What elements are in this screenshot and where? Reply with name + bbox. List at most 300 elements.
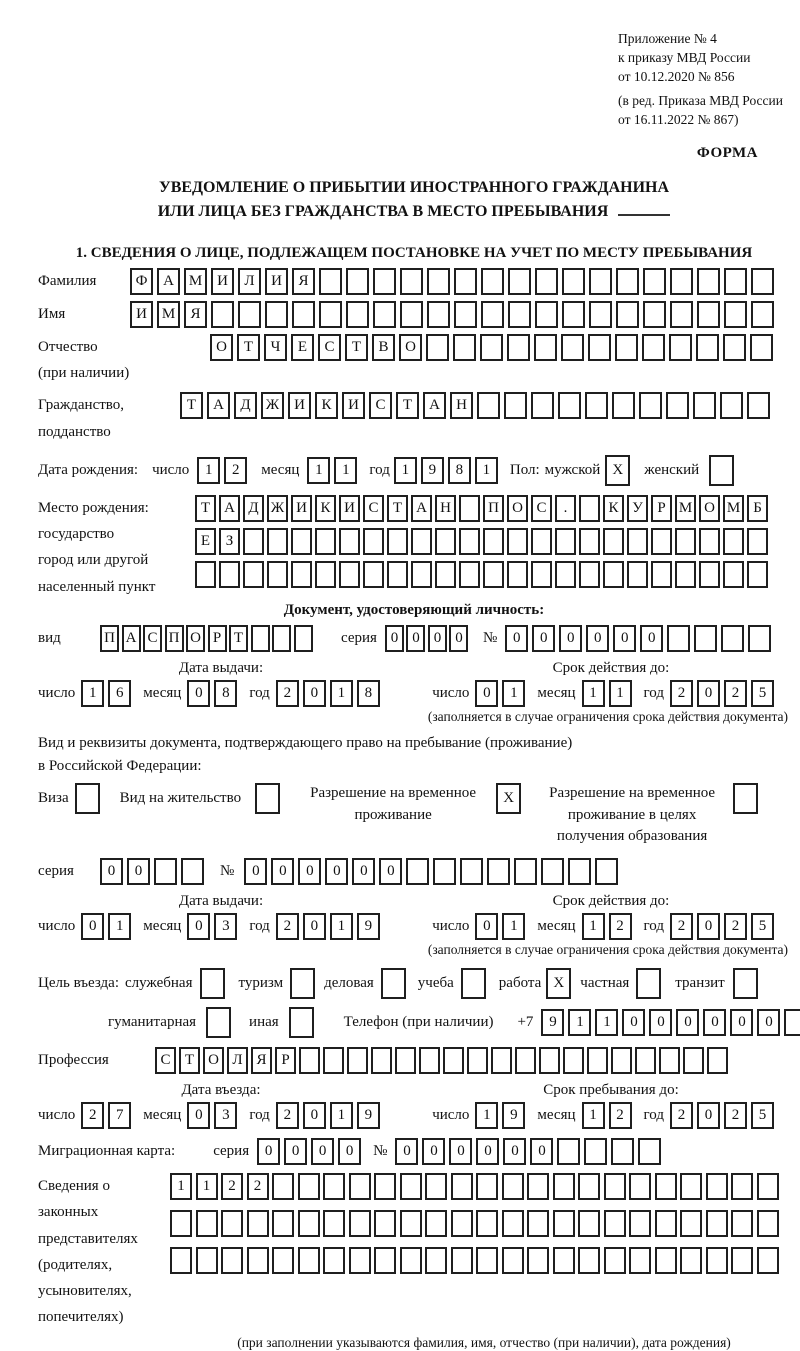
form-cell: 9 xyxy=(357,1102,380,1129)
form-cell xyxy=(680,1210,702,1237)
form-cell xyxy=(697,268,720,295)
patronymic-label-2: (при наличии) xyxy=(38,365,130,382)
entry-year-label: год xyxy=(249,1107,270,1124)
form-cell xyxy=(323,1173,345,1200)
permit-issue-year-cells xyxy=(276,913,384,940)
form-cell: Е xyxy=(291,334,314,361)
form-cell: Т xyxy=(179,1047,200,1074)
form-cell xyxy=(265,301,288,328)
migration-card-row xyxy=(38,1138,790,1165)
temp-residence-edu-label-3: получения образования xyxy=(556,828,708,845)
form-cell: 1 xyxy=(108,913,131,940)
form-cell xyxy=(491,1047,512,1074)
form-cell xyxy=(373,268,396,295)
form-cell xyxy=(659,1047,680,1074)
form-cell: 1 xyxy=(502,913,525,940)
form-cell: X xyxy=(496,783,521,814)
form-cell xyxy=(323,1047,344,1074)
form-cell: 0 xyxy=(757,1009,780,1036)
form-cell: 7 xyxy=(108,1102,131,1129)
form-cell: 0 xyxy=(187,680,210,707)
form-cell: П xyxy=(100,625,119,652)
form-cell xyxy=(750,334,773,361)
form-cell xyxy=(724,301,747,328)
doc-issue-year-label: год xyxy=(249,684,270,701)
form-cell: 1 xyxy=(582,680,605,707)
form-cell: Я xyxy=(184,301,207,328)
entry-dates-header xyxy=(38,1082,790,1099)
form-cell xyxy=(374,1173,396,1200)
permit-exp-year-label: год xyxy=(643,918,664,935)
form-cell: С xyxy=(369,392,392,419)
identity-doc-heading: Документ, удостоверяющий личность: xyxy=(283,601,545,618)
form-cell xyxy=(751,268,774,295)
form-cell xyxy=(731,1173,753,1200)
form-cell: 0 xyxy=(697,1102,720,1129)
form-cell xyxy=(443,1047,464,1074)
birth-date-label: Дата рождения: xyxy=(38,461,139,478)
form-cell xyxy=(723,334,746,361)
form-cell: О xyxy=(699,495,720,522)
form-cell xyxy=(433,858,456,885)
form-cell xyxy=(272,1247,294,1274)
form-cell xyxy=(319,301,342,328)
form-cell: 0 xyxy=(271,858,294,885)
ref-line-3: от 10.12.2020 № 856 xyxy=(618,68,735,84)
form-cell: А xyxy=(219,495,240,522)
form-cell: 0 xyxy=(503,1138,526,1165)
form-cell: 0 xyxy=(559,625,582,652)
form-cell xyxy=(411,561,432,588)
form-cell xyxy=(292,301,315,328)
form-cell xyxy=(272,1210,294,1237)
form-cell xyxy=(460,858,483,885)
phone-cells xyxy=(541,1009,800,1036)
form-cell: 0 xyxy=(385,625,404,652)
form-cell: 9 xyxy=(541,1009,564,1036)
form-cell: 1 xyxy=(475,1102,498,1129)
citizenship-label-2: подданство xyxy=(38,423,111,440)
birth-place-cells-1 xyxy=(195,495,771,522)
permit-dates-row xyxy=(38,913,790,940)
doc-valid-note: (заполняется в случае ограничения срока действия документа) xyxy=(427,708,788,724)
form-cell xyxy=(615,334,638,361)
form-cell: 2 xyxy=(221,1173,243,1200)
form-cell: 0 xyxy=(475,680,498,707)
form-cell xyxy=(290,968,315,999)
form-cell xyxy=(419,1047,440,1074)
form-cell xyxy=(315,528,336,555)
form-cell xyxy=(555,528,576,555)
form-cell: Б xyxy=(747,495,768,522)
birth-place-row xyxy=(38,495,790,600)
form-cell xyxy=(515,1047,536,1074)
form-cell: 0 xyxy=(613,625,636,652)
form-cell xyxy=(699,561,720,588)
form-cell: . xyxy=(555,495,576,522)
form-cell: 0 xyxy=(127,858,150,885)
form-cell: 0 xyxy=(187,1102,210,1129)
permit-issue-day-cells xyxy=(81,913,135,940)
form-cell xyxy=(451,1173,473,1200)
form-cell xyxy=(757,1247,779,1274)
purpose-other-label: иная xyxy=(249,1014,279,1031)
form-cell: 2 xyxy=(247,1173,269,1200)
form-cell xyxy=(680,1247,702,1274)
birth-place-label-4: населенный пункт xyxy=(38,578,156,595)
birth-month-cells xyxy=(307,457,361,484)
form-cell: 9 xyxy=(357,913,380,940)
form-cell xyxy=(562,301,585,328)
form-cell: 8 xyxy=(214,680,237,707)
doc-exp-date-group xyxy=(432,680,790,707)
form-cell: 0 xyxy=(697,680,720,707)
form-cell: Р xyxy=(275,1047,296,1074)
form-cell: 5 xyxy=(751,680,774,707)
permit-number-cells xyxy=(244,858,622,885)
form-cell: О xyxy=(186,625,205,652)
birth-year-cells xyxy=(394,457,502,484)
form-cell xyxy=(481,301,504,328)
form-cell xyxy=(346,301,369,328)
form-cell: 2 xyxy=(276,913,299,940)
form-cell: Л xyxy=(227,1047,248,1074)
visa-checkbox xyxy=(75,783,104,814)
temp-residence-checkbox xyxy=(496,783,525,814)
form-cell xyxy=(747,528,768,555)
representatives-row xyxy=(38,1173,790,1331)
form-cell xyxy=(451,1247,473,1274)
form-cell xyxy=(502,1210,524,1237)
form-cell: 0 xyxy=(303,1102,326,1129)
form-cell: О xyxy=(399,334,422,361)
form-cell: А xyxy=(157,268,180,295)
form-cell xyxy=(200,968,225,999)
form-cell xyxy=(395,1047,416,1074)
entry-dates-row xyxy=(38,1102,790,1129)
purpose-humanitarian-label: гуманитарная xyxy=(108,1014,197,1031)
form-cell xyxy=(219,561,240,588)
form-cell xyxy=(655,1247,677,1274)
doc-number-label: № xyxy=(482,629,498,646)
form-cell xyxy=(502,1173,524,1200)
form-cell xyxy=(723,561,744,588)
form-cell: Я xyxy=(251,1047,272,1074)
form-cell xyxy=(459,528,480,555)
form-cell: 0 xyxy=(697,913,720,940)
form-cell xyxy=(299,1047,320,1074)
form-cell: 1 xyxy=(595,1009,618,1036)
permit-exp-year-cells xyxy=(670,913,778,940)
doc-series-label: серия xyxy=(341,629,377,646)
form-cell: 0 xyxy=(640,625,663,652)
form-cell xyxy=(707,1047,728,1074)
profession-label: Профессия xyxy=(38,1052,109,1069)
form-cell: 1 xyxy=(582,1102,605,1129)
form-cell: К xyxy=(315,392,338,419)
form-cell: Я xyxy=(292,268,315,295)
representatives-label-5: усыновителях, xyxy=(38,1283,132,1300)
form-cell xyxy=(453,334,476,361)
form-cell: 2 xyxy=(224,457,247,484)
form-cell xyxy=(706,1247,728,1274)
form-cell xyxy=(553,1210,575,1237)
form-cell xyxy=(339,561,360,588)
form-cell: Ж xyxy=(261,392,284,419)
form-cell xyxy=(588,334,611,361)
form-cell xyxy=(683,1047,704,1074)
form-cell xyxy=(561,334,584,361)
form-cell: Т xyxy=(229,625,248,652)
form-cell: 0 xyxy=(532,625,555,652)
form-cell: Л xyxy=(238,268,261,295)
representatives-label-6: попечителях) xyxy=(38,1309,124,1326)
form-cell: К xyxy=(603,495,624,522)
form-cell: 0 xyxy=(352,858,375,885)
form-cell xyxy=(507,528,528,555)
form-cell xyxy=(291,561,312,588)
sex-female-label: женский xyxy=(644,461,700,478)
temp-residence-label xyxy=(298,783,488,827)
stay-month-label: месяц xyxy=(537,1107,576,1124)
form-cell xyxy=(425,1210,447,1237)
form-cell xyxy=(721,625,744,652)
form-cell xyxy=(298,1247,320,1274)
form-cell xyxy=(680,1173,702,1200)
form-cell xyxy=(508,301,531,328)
form-cell xyxy=(221,1210,243,1237)
form-cell xyxy=(196,1247,218,1274)
form-cell xyxy=(579,528,600,555)
form-cell xyxy=(655,1210,677,1237)
phone-prefix: +7 xyxy=(517,1014,534,1031)
form-cell: 1 xyxy=(170,1173,192,1200)
form-cell: 6 xyxy=(108,680,131,707)
form-cell: П xyxy=(165,625,184,652)
form-cell: И xyxy=(130,301,153,328)
form-cell xyxy=(612,392,635,419)
right-doc-line2: в Российской Федерации: xyxy=(38,757,202,774)
form-cell: 2 xyxy=(670,680,693,707)
form-cell xyxy=(487,858,510,885)
form-cell: И xyxy=(339,495,360,522)
form-cell: 1 xyxy=(330,1102,353,1129)
citizenship-label-1: Гражданство, xyxy=(38,397,125,414)
form-cell: 0 xyxy=(475,913,498,940)
form-cell: 1 xyxy=(330,680,353,707)
form-cell: М xyxy=(675,495,696,522)
form-cell xyxy=(557,1138,580,1165)
permit-type-row xyxy=(38,783,790,848)
purpose-study-checkbox xyxy=(461,968,490,999)
citizenship-label xyxy=(38,392,180,445)
permit-valid-note: (заполняется в случае ограничения срока действия документа) xyxy=(427,942,788,958)
temp-residence-edu-label-1: Разрешение на временное xyxy=(549,784,716,801)
section1-heading: 1. СВЕДЕНИЯ О ЛИЦЕ, ПОДЛЕЖАЩЕМ ПОСТАНОВКЕ НА УЧЕТ ПО МЕСТУ ПРЕБЫВАНИЯ xyxy=(75,244,753,261)
form-cell: 0 xyxy=(303,913,326,940)
form-cell: Ж xyxy=(267,495,288,522)
form-cell xyxy=(667,625,690,652)
purpose-other-checkbox xyxy=(289,1007,318,1038)
form-cell: И xyxy=(342,392,365,419)
stay-until-header: Срок пребывания до: xyxy=(543,1082,679,1099)
form-cell xyxy=(709,455,734,486)
entry-month-label: месяц xyxy=(143,1107,182,1124)
form-cell xyxy=(476,1173,498,1200)
form-cell xyxy=(504,392,527,419)
form-cell: 1 xyxy=(475,457,498,484)
purpose-transit-label: транзит xyxy=(675,975,725,992)
form-cell: М xyxy=(157,301,180,328)
form-cell: Р xyxy=(651,495,672,522)
doc-type-row xyxy=(38,625,790,652)
form-cell xyxy=(319,268,342,295)
stay-day-cells xyxy=(475,1102,529,1129)
form-cell xyxy=(595,858,618,885)
form-cell xyxy=(643,301,666,328)
form-cell xyxy=(247,1247,269,1274)
doc-issue-year-cells xyxy=(276,680,384,707)
form-cell xyxy=(481,268,504,295)
representatives-label-2: законных xyxy=(38,1204,99,1221)
form-cell: С xyxy=(363,495,384,522)
form-cell: С xyxy=(143,625,162,652)
form-cell xyxy=(400,268,423,295)
form-cell xyxy=(587,1047,608,1074)
birth-day-cells xyxy=(197,457,251,484)
form-cell xyxy=(339,528,360,555)
form-cell xyxy=(298,1210,320,1237)
permit-dates-header xyxy=(38,893,790,910)
form-cell xyxy=(272,625,291,652)
entry-day-cells xyxy=(81,1102,135,1129)
form-cell xyxy=(170,1210,192,1237)
form-cell: 2 xyxy=(724,680,747,707)
form-cell xyxy=(669,334,692,361)
visa-label: Виза xyxy=(38,789,69,806)
purpose-business-checkbox xyxy=(381,968,410,999)
form-cell xyxy=(154,858,177,885)
form-cell xyxy=(170,1247,192,1274)
form-cell xyxy=(670,301,693,328)
surname-label: Фамилия xyxy=(38,272,97,289)
purpose-transit-checkbox xyxy=(733,968,762,999)
temp-residence-label-1: Разрешение на временное xyxy=(310,784,477,801)
form-cell: 9 xyxy=(421,457,444,484)
reference-block xyxy=(618,30,790,129)
doc-exp-year-cells xyxy=(670,680,778,707)
form-cell: И xyxy=(291,495,312,522)
form-cell xyxy=(406,858,429,885)
permit-number-label: № xyxy=(220,863,235,880)
doc-valid-until-header: Срок действия до: xyxy=(552,659,670,676)
doc-exp-month-cells xyxy=(582,680,636,707)
representatives-cells-1 xyxy=(170,1173,782,1200)
form-cell xyxy=(435,561,456,588)
form-cell xyxy=(243,561,264,588)
temp-residence-edu-label-2: проживание в целях xyxy=(567,806,697,823)
form-cell xyxy=(694,625,717,652)
form-cell xyxy=(454,268,477,295)
form-cell xyxy=(400,1247,422,1274)
form-cell xyxy=(535,268,558,295)
form-cell xyxy=(629,1247,651,1274)
birth-date-row xyxy=(38,455,790,486)
form-cell xyxy=(639,392,662,419)
form-cell: 8 xyxy=(448,457,471,484)
form-cell: С xyxy=(155,1047,176,1074)
doc-exp-day-label: число xyxy=(432,684,470,701)
form-cell: X xyxy=(546,968,571,999)
name-label: Имя xyxy=(38,305,66,322)
form-cell: 1 xyxy=(502,680,525,707)
form-cell xyxy=(507,561,528,588)
form-cell xyxy=(181,858,204,885)
form-cell: 0 xyxy=(100,858,123,885)
purpose-tourism-checkbox xyxy=(290,968,319,999)
form-cell: 0 xyxy=(505,625,528,652)
ref-line-1: Приложение № 4 xyxy=(618,31,717,46)
form-cell xyxy=(638,1138,661,1165)
form-cell xyxy=(411,528,432,555)
migr-number-label: № xyxy=(373,1143,388,1160)
form-cell xyxy=(272,1173,294,1200)
form-cell xyxy=(534,334,557,361)
birth-place-label xyxy=(38,495,195,600)
form-cell xyxy=(629,1173,651,1200)
form-cell xyxy=(476,1247,498,1274)
form-cell xyxy=(315,561,336,588)
form-cell: У xyxy=(627,495,648,522)
form-cell xyxy=(541,858,564,885)
form-cell: 2 xyxy=(81,1102,104,1129)
form-cell xyxy=(426,334,449,361)
form-cell xyxy=(696,334,719,361)
form-cell xyxy=(349,1210,371,1237)
permit-valid-until-header: Срок действия до: xyxy=(552,893,670,910)
doc-exp-year-label: год xyxy=(643,684,664,701)
ref-line-5: от 16.11.2022 № 867) xyxy=(618,111,739,127)
form-cell xyxy=(527,1247,549,1274)
form-cell xyxy=(255,783,280,814)
permit-series-row xyxy=(38,858,790,885)
form-cell xyxy=(589,301,612,328)
entry-day-label: число xyxy=(38,1107,76,1124)
form-cell: А xyxy=(122,625,141,652)
form-cell: И xyxy=(265,268,288,295)
form-cell: А xyxy=(423,392,446,419)
form-cell: 8 xyxy=(357,680,380,707)
birth-place-label-2: государство xyxy=(38,526,115,543)
form-cell xyxy=(629,1210,651,1237)
form-cell: А xyxy=(411,495,432,522)
form-cell xyxy=(553,1173,575,1200)
form-title xyxy=(38,176,790,222)
form-cell xyxy=(589,268,612,295)
form-cell: Ч xyxy=(264,334,287,361)
purpose-label: Цель въезда: xyxy=(38,975,119,992)
form-cell: 0 xyxy=(449,1138,472,1165)
form-cell xyxy=(531,392,554,419)
permit-issue-year-label: год xyxy=(249,918,270,935)
form-cell xyxy=(578,1173,600,1200)
form-cell xyxy=(757,1173,779,1200)
form-cell xyxy=(400,1210,422,1237)
form-cell: 2 xyxy=(276,680,299,707)
form-cell xyxy=(527,1210,549,1237)
form-cell xyxy=(427,301,450,328)
form-cell: С xyxy=(318,334,341,361)
